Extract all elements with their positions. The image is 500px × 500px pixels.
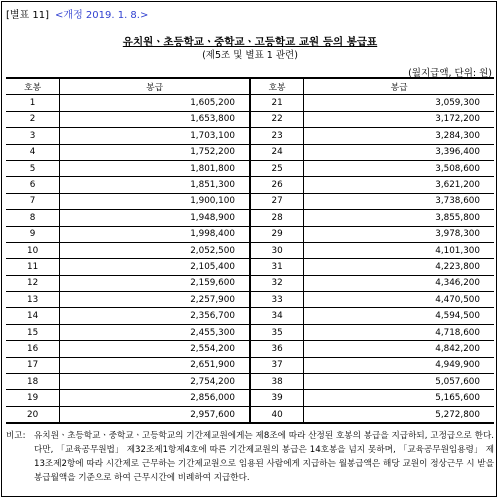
step-cell: 25 bbox=[250, 160, 304, 176]
step-cell: 37 bbox=[250, 357, 304, 373]
table-row bbox=[6, 111, 494, 127]
step-cell: 23 bbox=[250, 128, 304, 144]
salary-cell: 3,855,800 bbox=[304, 210, 494, 226]
table-row bbox=[6, 308, 494, 324]
step-cell: 17 bbox=[6, 357, 60, 373]
step-cell: 28 bbox=[250, 210, 304, 226]
step-cell: 5 bbox=[6, 160, 60, 176]
salary-cell: 1,653,800 bbox=[60, 111, 250, 127]
step-cell: 30 bbox=[250, 242, 304, 258]
table-row bbox=[6, 144, 494, 160]
salary-table bbox=[6, 77, 494, 424]
salary-cell: 1,851,300 bbox=[60, 177, 250, 193]
appendix-header bbox=[6, 6, 148, 21]
salary-cell: 3,396,400 bbox=[304, 144, 494, 160]
salary-cell: 3,059,300 bbox=[304, 95, 494, 111]
salary-cell: 2,856,000 bbox=[60, 390, 250, 406]
salary-cell: 1,998,400 bbox=[60, 226, 250, 242]
step-cell: 19 bbox=[6, 390, 60, 406]
table-row bbox=[6, 160, 494, 176]
step-cell: 29 bbox=[250, 226, 304, 242]
step-cell: 27 bbox=[250, 193, 304, 209]
step-cell: 35 bbox=[250, 324, 304, 340]
table-row bbox=[6, 259, 494, 275]
step-cell: 21 bbox=[250, 95, 304, 111]
step-cell: 9 bbox=[6, 226, 60, 242]
salary-cell: 3,978,300 bbox=[304, 226, 494, 242]
salary-cell: 2,957,600 bbox=[60, 406, 250, 423]
amendment-date: <개정 2019. 1. 8.> bbox=[55, 10, 149, 21]
salary-cell: 3,284,300 bbox=[304, 128, 494, 144]
salary-cell: 4,949,900 bbox=[304, 357, 494, 373]
remarks-text: 유치원ㆍ초등학교ㆍ중학교ㆍ고등학교의 기간제교원에게는 제8조에 따라 산정된 호봉의 봉급을 지급하되, 고정급으로 한다. 다만, 「교육공무원법」 제32조제1항제4호에 따른 기간제교원의 봉급은 14호봉을 넘지 못하며, 「교육공무원임용령」 제13조제2항에 따라 시간제로 근무하는 기간제교원으로 임용된 사람에게 지급하는 월봉급액은 해당 교원이 정상근무 시 받을 봉급월액을 기준으로 하여 근무시간에 비례하여 지급한다. bbox=[34, 431, 494, 483]
salary-cell: 3,738,600 bbox=[304, 193, 494, 209]
salary-cell: 1,605,200 bbox=[60, 95, 250, 111]
salary-cell: 2,554,200 bbox=[60, 341, 250, 357]
salary-cell: 5,165,600 bbox=[304, 390, 494, 406]
step-cell: 38 bbox=[250, 374, 304, 390]
step-cell: 1 bbox=[6, 95, 60, 111]
salary-cell: 3,172,200 bbox=[304, 111, 494, 127]
step-cell: 31 bbox=[250, 259, 304, 275]
document-subtitle: (제5조 및 별표 1 관련) bbox=[202, 50, 298, 61]
table-row bbox=[6, 193, 494, 209]
step-cell: 2 bbox=[6, 111, 60, 127]
salary-cell: 5,057,600 bbox=[304, 374, 494, 390]
salary-cell: 2,052,500 bbox=[60, 242, 250, 258]
salary-cell: 4,594,500 bbox=[304, 308, 494, 324]
table-row bbox=[6, 226, 494, 242]
step-cell: 20 bbox=[6, 406, 60, 423]
table-row bbox=[6, 177, 494, 193]
remarks-label: 비고: bbox=[6, 431, 26, 441]
table-row bbox=[6, 374, 494, 390]
salary-cell: 3,621,200 bbox=[304, 177, 494, 193]
step-cell: 8 bbox=[6, 210, 60, 226]
step-cell: 32 bbox=[250, 275, 304, 291]
title-text: 유치원ㆍ초등학교ㆍ중학교ㆍ고등학교 교원 등의 봉급표 bbox=[122, 36, 378, 48]
appendix-label: [별표 11] bbox=[6, 10, 50, 21]
step-cell: 10 bbox=[6, 242, 60, 258]
table-row bbox=[6, 95, 494, 111]
table-row bbox=[6, 324, 494, 340]
step-cell: 15 bbox=[6, 324, 60, 340]
header-salary-1: 봉급 bbox=[60, 78, 250, 95]
step-cell: 12 bbox=[6, 275, 60, 291]
step-cell: 4 bbox=[6, 144, 60, 160]
step-cell: 26 bbox=[250, 177, 304, 193]
salary-cell: 3,508,600 bbox=[304, 160, 494, 176]
step-cell: 34 bbox=[250, 308, 304, 324]
step-cell: 3 bbox=[6, 128, 60, 144]
salary-cell: 1,801,800 bbox=[60, 160, 250, 176]
step-cell: 39 bbox=[250, 390, 304, 406]
header-step-1: 호봉 bbox=[6, 78, 60, 95]
step-cell: 14 bbox=[6, 308, 60, 324]
salary-cell: 4,470,500 bbox=[304, 292, 494, 308]
salary-cell: 2,651,900 bbox=[60, 357, 250, 373]
step-cell: 13 bbox=[6, 292, 60, 308]
salary-cell: 2,159,600 bbox=[60, 275, 250, 291]
table-body bbox=[6, 95, 494, 423]
salary-cell: 4,842,200 bbox=[304, 341, 494, 357]
header-step-2: 호봉 bbox=[250, 78, 304, 95]
step-cell: 22 bbox=[250, 111, 304, 127]
salary-cell: 4,346,200 bbox=[304, 275, 494, 291]
table-row bbox=[6, 406, 494, 423]
salary-cell: 2,356,700 bbox=[60, 308, 250, 324]
step-cell: 18 bbox=[6, 374, 60, 390]
unit-note: (월지급액, 단위: 원) bbox=[408, 68, 492, 79]
table-row bbox=[6, 292, 494, 308]
salary-cell: 4,223,800 bbox=[304, 259, 494, 275]
header-salary-2: 봉급 bbox=[304, 78, 494, 95]
table-row bbox=[6, 341, 494, 357]
table-row bbox=[6, 128, 494, 144]
table-row bbox=[6, 357, 494, 373]
table-row bbox=[6, 275, 494, 291]
salary-cell: 2,105,400 bbox=[60, 259, 250, 275]
table-row bbox=[6, 210, 494, 226]
step-cell: 16 bbox=[6, 341, 60, 357]
salary-cell: 4,718,600 bbox=[304, 324, 494, 340]
salary-cell: 1,948,900 bbox=[60, 210, 250, 226]
table-row bbox=[6, 242, 494, 258]
table-row bbox=[6, 390, 494, 406]
remarks bbox=[6, 429, 494, 485]
salary-cell: 2,455,300 bbox=[60, 324, 250, 340]
step-cell: 7 bbox=[6, 193, 60, 209]
salary-cell: 1,752,200 bbox=[60, 144, 250, 160]
salary-cell: 1,900,100 bbox=[60, 193, 250, 209]
step-cell: 40 bbox=[250, 406, 304, 423]
step-cell: 6 bbox=[6, 177, 60, 193]
step-cell: 33 bbox=[250, 292, 304, 308]
salary-cell: 1,703,100 bbox=[60, 128, 250, 144]
step-cell: 36 bbox=[250, 341, 304, 357]
salary-cell: 5,272,800 bbox=[304, 406, 494, 423]
step-cell: 24 bbox=[250, 144, 304, 160]
step-cell: 11 bbox=[6, 259, 60, 275]
salary-cell: 2,754,200 bbox=[60, 374, 250, 390]
salary-cell: 2,257,900 bbox=[60, 292, 250, 308]
table-header-row bbox=[6, 78, 494, 95]
salary-cell: 4,101,300 bbox=[304, 242, 494, 258]
